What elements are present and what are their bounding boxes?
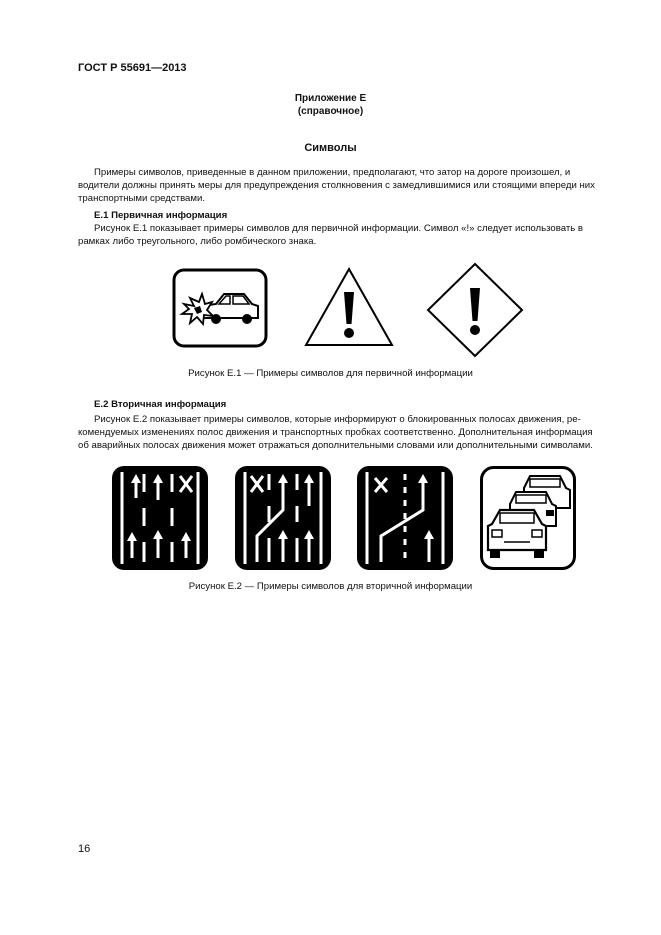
- intro-line-2: водители должны принять меры для предупреждения столкновения с замедлившимися или стоящими впереди них: [78, 180, 595, 192]
- document-id: ГОСТ Р 55691—2013: [78, 62, 187, 74]
- e2-line-3: об аварийных полосах движения может отражаться дополнительными словами или дополнительными символами.: [78, 440, 593, 452]
- e1-line-2: рамках либо треугольного, либо ромбического знака.: [78, 236, 317, 248]
- lane-shift-dashed-icon: [357, 466, 453, 570]
- section-e1-heading: Е.1 Первичная информация: [94, 210, 228, 221]
- annex-title: Приложение Е: [294, 93, 367, 104]
- e1-paragraph: [78, 222, 615, 248]
- e2-line-1: Рисунок Е.2 показывает примеры символов, которые информируют о блокированных полосах движения, ре-: [94, 414, 581, 425]
- page-number: 16: [78, 843, 91, 855]
- figure-e2-caption: Рисунок Е.2 — Примеры символов для вторичной информации: [188, 581, 473, 592]
- intro-line-3: транспортными средствами.: [78, 193, 206, 205]
- traffic-jam-icon: [480, 466, 576, 570]
- annex-type: (справочное): [297, 106, 364, 117]
- collision-car-icon: [172, 268, 268, 348]
- section-e2-heading: Е.2 Вторичная информация: [94, 399, 227, 410]
- intro-line-1: Примеры символов, приведенные в данном приложении, предполагают, что затор на дороге произошел, и: [94, 167, 571, 178]
- e2-line-2: комендуемых изменениях полос движения и транспортных пробках соответственно. Дополнительная информация: [78, 427, 593, 439]
- figure-e1-caption: Рисунок Е.1 — Примеры символов для первичной информации: [188, 368, 473, 379]
- section-title: Символы: [304, 142, 357, 154]
- lane-shift-right-icon: [235, 466, 331, 570]
- e1-line-1: Рисунок Е.1 показывает примеры символов для первичной информации. Символ «!» следует использовать в: [94, 223, 584, 234]
- e2-paragraph: [78, 413, 615, 453]
- annex-heading: [0, 92, 661, 118]
- warning-triangle-icon: [303, 266, 395, 348]
- lane-blocked-right-icon: [112, 466, 208, 570]
- warning-diamond-icon: [426, 262, 524, 358]
- intro-paragraph: [78, 166, 615, 206]
